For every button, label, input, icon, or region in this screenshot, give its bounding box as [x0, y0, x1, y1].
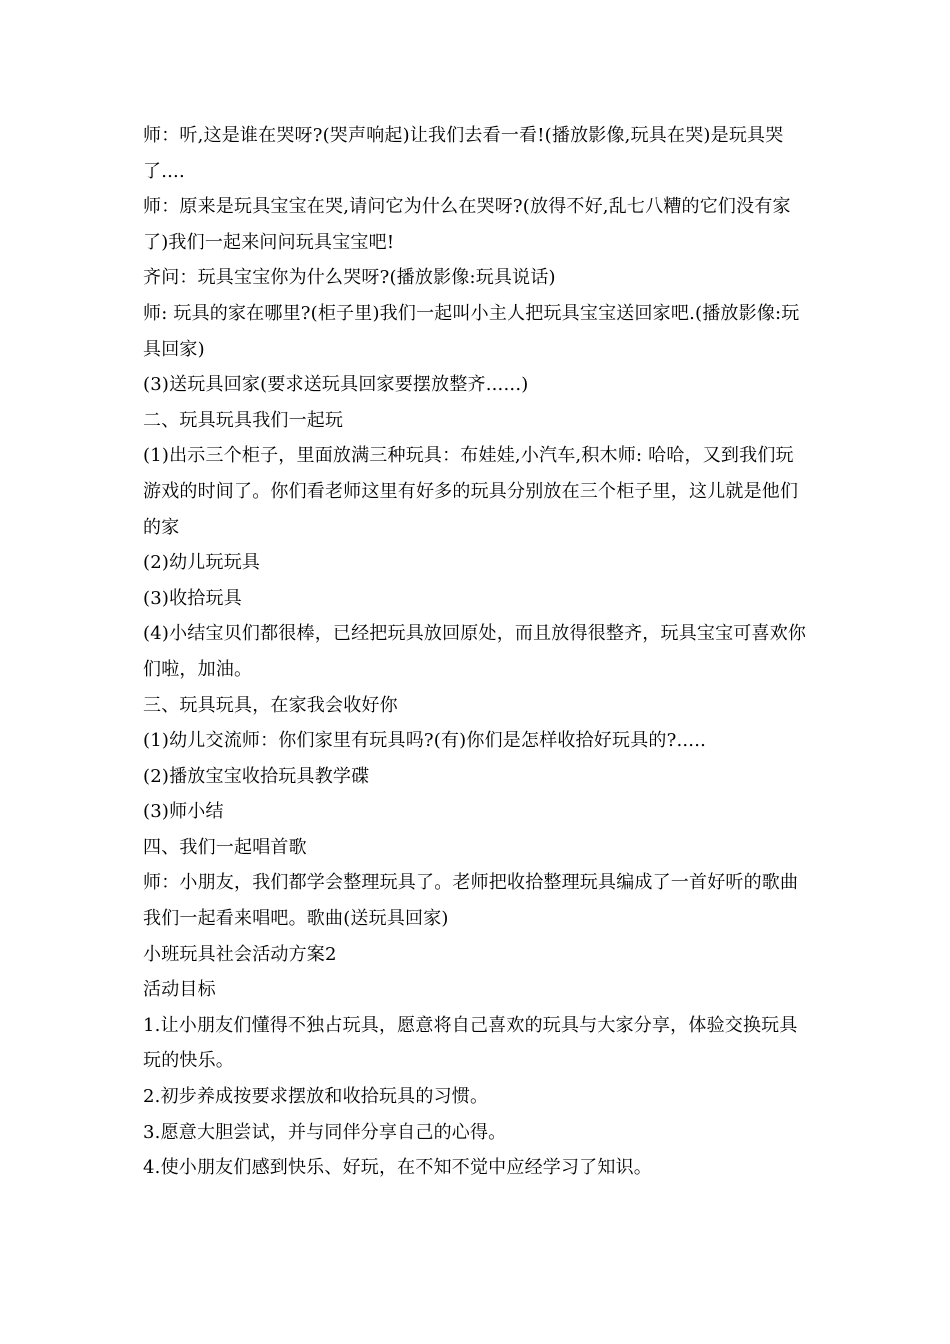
paragraph-send-toys-home: (3)送玩具回家(要求送玩具回家要摆放整齐......): [143, 374, 529, 396]
goal-item-3: 3.愿意大胆尝试，并与同伴分享自己的心得。: [143, 1121, 507, 1143]
paragraph-tidy-toys: (3)收拾玩具: [143, 587, 242, 609]
paragraph-group-ask: 齐问：玩具宝宝你为什么哭呀?(播放影像:玩具说话): [143, 267, 556, 289]
section-heading-tidy-at-home: 三、玩具玩具，在家我会收好你: [143, 694, 398, 716]
paragraph-sing-together: 师：小朋友，我们都学会整理玩具了。老师把收拾整理玩具编成了一首好听的歌曲我们一起看来唱吧。歌曲(送玩具回家): [143, 872, 799, 930]
paragraph-where-is-home: 师: 玩具的家在哪里?(柜子里)我们一起叫小主人把玩具宝宝送回家吧.(播放影像:玩具回家): [143, 302, 800, 360]
paragraph-teacher-listen-crying: 师：听,这是谁在哭呀?(哭声响起)让我们去看一看!(播放影像,玩具在哭)是玩具哭了....: [143, 125, 784, 182]
section-heading-play-together: 二、玩具玩具我们一起玩: [143, 409, 344, 431]
plan-title-2: 小班玩具社会活动方案2: [143, 943, 337, 965]
paragraph-teacher-summary: (3)师小结: [143, 801, 224, 823]
heading-activity-goals: 活动目标: [143, 979, 216, 1001]
goal-item-4: 4.使小朋友们感到快乐、好玩，在不知不觉中应经学习了知识。: [143, 1157, 652, 1179]
document-body: [143, 118, 811, 1186]
paragraph-play-teaching-disc: (2)播放宝宝收拾玩具教学碟: [143, 765, 370, 787]
goal-item-1: 1.让小朋友们懂得不独占玩具，愿意将自己喜欢的玩具与大家分享，体验交换玩具玩的快乐。: [143, 1014, 798, 1072]
section-heading-sing-song: 四、我们一起唱首歌: [143, 836, 307, 858]
paragraph-summary-praise: (4)小结宝贝们都很棒，已经把玩具放回原处，而且放得很整齐，玩具宝宝可喜欢你们啦，加油。: [143, 623, 807, 680]
paragraph-children-play: (2)幼儿玩玩具: [143, 552, 261, 574]
paragraph-children-discuss: (1)幼儿交流师：你们家里有玩具吗?(有)你们是怎样收拾好玩具的?.....: [143, 730, 707, 752]
paragraph-show-three-cabinets: (1)出示三个柜子，里面放满三种玩具：布娃娃,小汽车,积木师: 哈哈，又到我们玩游戏的时间了。你们看老师这里有好多的玩具分别放在三个柜子里，这儿就是他们的家: [143, 445, 799, 538]
goal-item-2: 2.初步养成按要求摆放和收拾玩具的习惯。: [143, 1086, 489, 1108]
paragraph-toys-crying-reason: 师：原来是玩具宝宝在哭,请问它为什么在哭呀?(放得不好,乱七八糟的它们没有家了)我们一起来问问玩具宝宝吧!: [143, 196, 791, 253]
